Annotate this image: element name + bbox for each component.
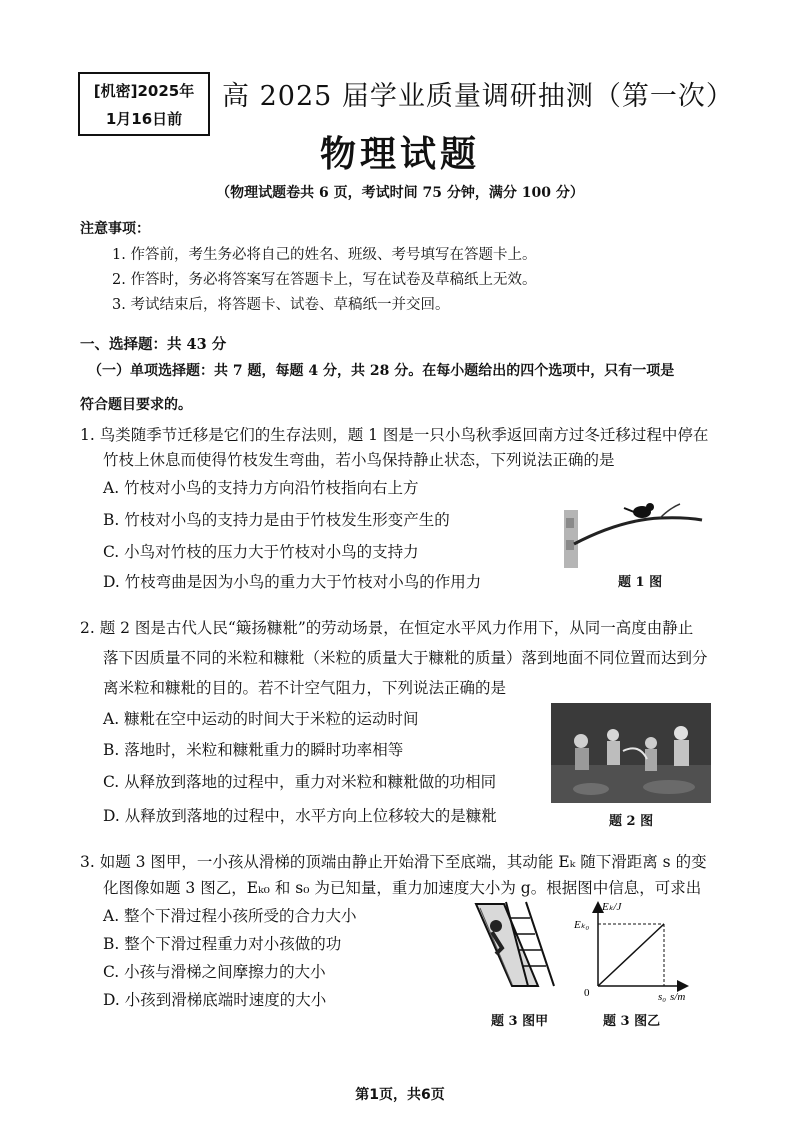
notice-item: 2. 作答时，务必将答案写在答题卡上，写在试卷及草稿纸上无效。 — [112, 272, 537, 288]
figure3b-caption: 题 3 图乙 — [603, 1014, 661, 1029]
section-subheading: （一）单项选择题：共 7 题，每题 4 分，共 28 分。在每小题给出的四个选项中，只有一项是 — [88, 363, 675, 379]
q1-option-c: C. 小鸟对竹枝的压力大于竹枝对小鸟的支持力 — [103, 543, 419, 561]
subject-title: 物理试题 — [319, 134, 480, 175]
notice-item: 3. 考试结束后，将答题卡、试卷、草稿纸一并交回。 — [112, 297, 450, 313]
slide-chute — [476, 904, 538, 986]
figure2-caption: 题 2 图 — [609, 814, 654, 829]
bamboo-branch — [574, 518, 702, 544]
q2-option-c: C. 从释放到落地的过程中，重力对米粒和糠粃做的功相同 — [103, 773, 497, 791]
child-icon — [490, 920, 502, 932]
x-axis-label: s/m — [670, 991, 686, 1003]
y-axis-label: Eₖ/J — [602, 901, 622, 913]
y-tick-label: Eₖ₀ — [574, 919, 590, 931]
x-tick-label: s₀ — [658, 991, 667, 1003]
q2-option-a: A. 糠粃在空中运动的时间大于米粒的运动时间 — [103, 710, 419, 728]
q3-option-a: A. 整个下滑过程小孩所受的合力大小 — [103, 907, 357, 925]
section-subheading-cont: 符合题目要求的。 — [80, 397, 192, 413]
q2-option-d: D. 从释放到落地的过程中，水平方向上位移较大的是糠粃 — [103, 807, 497, 825]
q1-stem-line: 1. 鸟类随季节迁移是它们的生存法则，题 1 图是一只小鸟秋季返回南方过冬迁移过程中停在 — [80, 426, 709, 444]
winnowing-scene-figure — [551, 703, 711, 803]
q2-stem-line: 2. 题 2 图是古代人民“簸扬糠粃”的劳动场景，在恒定水平风力作用下，从同一高度由静止 — [80, 619, 694, 637]
q3-option-b: B. 整个下滑过程重力对小孩做的功 — [103, 935, 342, 953]
q1-option-a: A. 竹枝对小鸟的支持力方向沿竹枝指向右上方 — [103, 479, 419, 497]
q2-stem-line: 离米粒和糠粃的目的。若不计空气阻力，下列说法正确的是 — [103, 679, 507, 697]
slide-figure — [466, 898, 566, 990]
exam-title: 高 2025 届学业质量调研抽测（第一次） — [222, 81, 734, 112]
bird-on-branch-figure — [560, 490, 710, 570]
page-number: 第1页，共6页 — [355, 1087, 445, 1103]
q3-option-c: C. 小孩与滑梯之间摩擦力的大小 — [103, 963, 326, 981]
figure1-caption: 题 1 图 — [618, 575, 663, 590]
q3-stem-line: 3. 如题 3 图甲，一小孩从滑梯的顶端由静止开始滑下至底端，其动能 Eₖ 随下滑距离 s 的变 — [80, 853, 707, 871]
q2-stem-line: 落下因质量不同的米粒和糠粃（米粒的质量大于糠粃的质量）落到地面不同位置而达到分 — [103, 649, 708, 667]
q3-option-d: D. 小孩到滑梯底端时速度的大小 — [103, 991, 327, 1009]
figure3a-caption: 题 3 图甲 — [491, 1014, 549, 1029]
ek-s-graph — [572, 896, 692, 1006]
q1-stem-line: 竹枝上休息而使得竹枝发生弯曲，若小鸟保持静止状态，下列说法正确的是 — [103, 451, 615, 469]
origin-label: 0 — [584, 987, 590, 999]
q2-option-b: B. 落地时，米粒和糠粃重力的瞬时功率相等 — [103, 741, 404, 759]
confidential-line2: 1月16日前 — [105, 110, 183, 128]
confidential-line1: [机密]2025年 — [93, 82, 195, 100]
exam-subtitle: （物理试题卷共 6 页，考试时间 75 分钟，满分 100 分） — [216, 185, 584, 201]
q1-option-b: B. 竹枝对小鸟的支持力是由于竹枝发生形变产生的 — [103, 511, 450, 529]
q3-stem-line: 化图像如题 3 图乙，Eₖ₀ 和 s₀ 为已知量，重力加速度大小为 g。根据图中信息，可求出 — [103, 879, 702, 897]
notice-item: 1. 作答前，考生务必将自己的姓名、班级、考号填写在答题卡上。 — [112, 247, 537, 263]
q1-option-d: D. 竹枝弯曲是因为小鸟的重力大于竹枝对小鸟的作用力 — [103, 573, 482, 591]
notice-heading: 注意事项： — [80, 221, 150, 237]
ek-line — [598, 924, 664, 986]
section-heading: 一、选择题：共 43 分 — [80, 336, 227, 353]
